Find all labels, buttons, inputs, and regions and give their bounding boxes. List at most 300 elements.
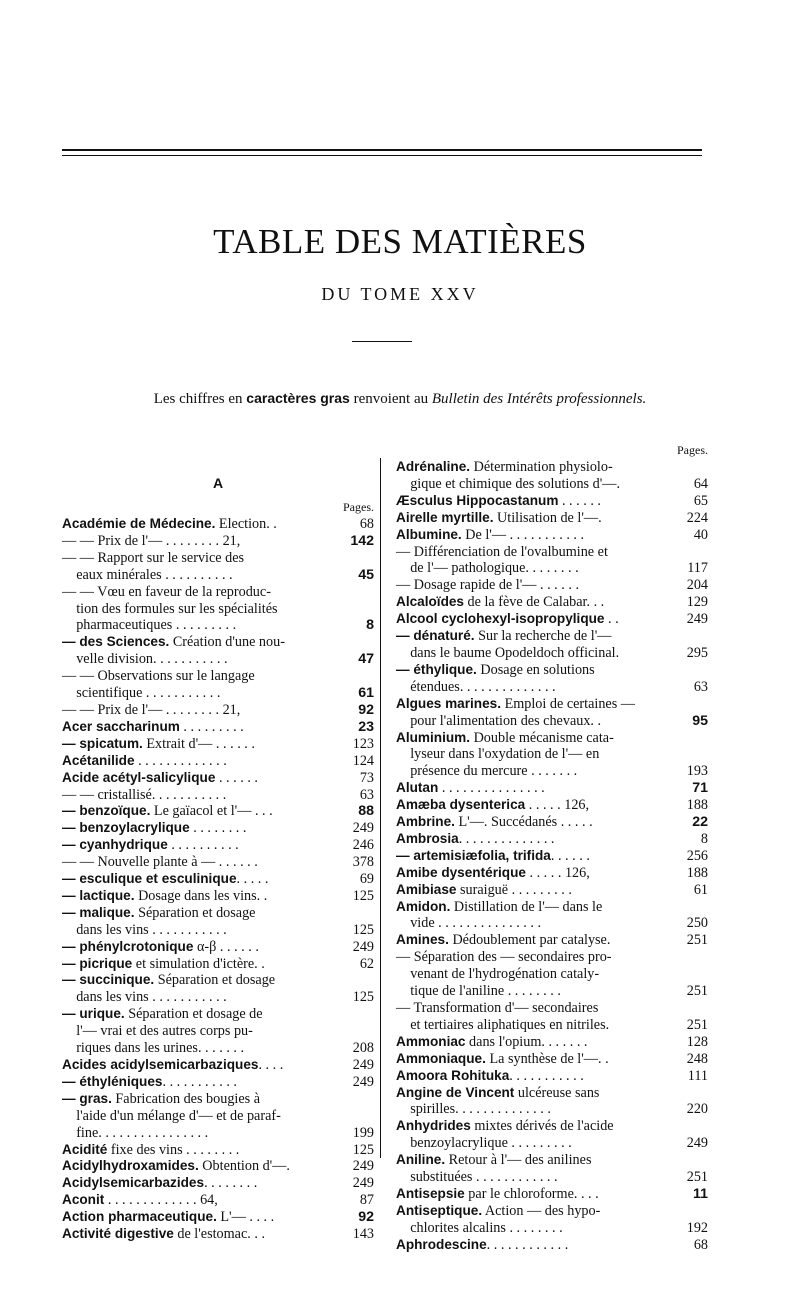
entry-description: — — Rapport sur le service des eaux minérales . . . . . . . . . .	[62, 549, 245, 583]
entry-description: et simulation d'ictère. .	[132, 955, 265, 972]
entry-page-number: 249	[352, 938, 374, 955]
entry-page-number: 95	[692, 712, 708, 729]
entry-text	[62, 820, 351, 837]
entry-text	[396, 1068, 686, 1085]
entry-heading: — urique.	[62, 1006, 125, 1022]
index-entry	[62, 770, 374, 787]
entry-description: Dédoublement par catalyse.	[448, 932, 611, 949]
entry-heading: Alcool cyclohexyl-isopropylique	[396, 611, 605, 627]
entry-text	[62, 972, 351, 1006]
entry-page-number: 204	[686, 577, 708, 594]
index-entry	[396, 628, 708, 662]
entry-description: — — cristallisé. . . . . . . . . . .	[62, 786, 227, 803]
index-entry	[396, 797, 708, 814]
entry-heading: Acidylsemicarbazides	[62, 1175, 205, 1191]
index-entry	[396, 510, 708, 527]
entry-page-number: 117	[687, 560, 708, 577]
entry-text	[62, 1175, 351, 1192]
entry-text	[62, 753, 351, 770]
entry-page-number: 199	[352, 1124, 374, 1141]
entry-text	[396, 1237, 692, 1254]
entry-heading: Ambrine.	[396, 814, 455, 830]
entry-text	[396, 577, 685, 594]
entry-text	[396, 814, 690, 831]
index-entry	[62, 787, 374, 804]
entry-text	[62, 1192, 358, 1209]
entry-heading: Amæba dysenterica	[396, 797, 526, 813]
entry-description: Retour à l'— des anilines substituées . . . . . . . . . . . .	[410, 1152, 592, 1186]
entry-heading: Amidon.	[396, 898, 451, 914]
entry-text	[396, 882, 692, 899]
entry-description: Le gaïacol et l'— . . .	[150, 803, 273, 820]
index-entry	[62, 820, 374, 837]
entry-heading: Amibiase	[396, 881, 457, 897]
entry-heading: Aluminium.	[396, 729, 471, 745]
entry-text	[396, 1152, 685, 1186]
entry-text	[396, 1186, 691, 1203]
entry-page-number: 23	[358, 718, 374, 735]
entry-heading: Acidylhydroxamides.	[62, 1158, 199, 1174]
entry-description: — Séparation des — secondaires pro- venant de l'hydrogénation cataly- tique de l'aniline . . . . . . . .	[396, 949, 612, 1000]
index-entry	[396, 662, 708, 696]
note-prefix: Les chiffres en	[153, 391, 247, 407]
entry-heading: — cyanhydrique	[62, 837, 168, 853]
index-entry	[396, 1068, 708, 1085]
entry-text	[62, 1142, 351, 1159]
entry-page-number: 92	[358, 701, 374, 718]
entry-page-number: 224	[686, 509, 708, 526]
entry-description: de la fève de Calabar. . .	[464, 594, 605, 611]
entry-page-number: 68	[693, 1236, 708, 1253]
entry-page-number: 111	[687, 1067, 708, 1084]
entry-text	[62, 516, 358, 533]
entry-text	[62, 1006, 351, 1057]
entry-text	[396, 628, 685, 662]
entry-page-number: 193	[686, 763, 708, 780]
entry-page-number: 63	[359, 786, 374, 803]
entry-description: . .	[604, 611, 619, 628]
index-entry	[62, 1091, 374, 1142]
index-entry	[62, 668, 374, 702]
entry-description: . . . . . . . . .	[179, 718, 244, 735]
index-entry	[62, 803, 374, 820]
entry-heading: — esculique et esculinique	[62, 871, 237, 887]
entry-page-number: 125	[352, 989, 374, 1006]
entry-heading: — malique.	[62, 904, 135, 920]
entry-page-number: 143	[352, 1226, 374, 1243]
entry-page-number: 249	[686, 611, 708, 628]
entry-page-number: 220	[686, 1101, 708, 1118]
entry-heading: — picrique	[62, 955, 133, 971]
entry-text	[62, 1226, 351, 1243]
entry-text	[62, 787, 358, 804]
entry-heading: — spicatum.	[62, 735, 143, 751]
entry-heading: Aconit	[62, 1192, 105, 1208]
entry-text	[62, 584, 364, 635]
entry-description: Utilisation de l'—.	[493, 509, 602, 526]
entry-text	[396, 899, 685, 933]
index-entry	[396, 1000, 708, 1034]
entry-description: α-β . . . . . .	[193, 938, 259, 955]
entry-text	[62, 719, 356, 736]
entry-heading: Alutan	[396, 780, 439, 796]
index-entry	[62, 1192, 374, 1209]
entry-text	[396, 1118, 685, 1152]
entry-text	[62, 871, 358, 888]
entry-page-number: 11	[693, 1185, 708, 1202]
entry-page-number: 65	[693, 492, 708, 509]
entry-description: ulcéreuse sans spirilles. . . . . . . . . . . . . .	[410, 1084, 600, 1118]
entry-description: — — Observations sur le langage scientifique . . . . . . . . . . .	[62, 668, 255, 702]
index-entry	[396, 1152, 708, 1186]
entry-text	[396, 696, 690, 730]
entry-text	[62, 803, 356, 820]
entry-page-number: 45	[358, 566, 374, 583]
entry-text	[62, 533, 348, 550]
entry-text	[62, 956, 358, 973]
section-letter: A	[212, 475, 224, 491]
entry-description: . . . . . .	[550, 847, 590, 864]
entry-page-number: 69	[359, 871, 374, 888]
entry-description: — Dosage rapide de l'— . . . . . .	[396, 577, 580, 594]
entry-text	[62, 1209, 356, 1226]
entry-page-number: 249	[352, 1158, 374, 1175]
entry-description: Sur la recherche de l'— dans le baume Opodeldoch officinal.	[410, 628, 620, 661]
entry-heading: Aphrodescine	[396, 1236, 487, 1252]
entry-text	[396, 527, 692, 544]
index-entry	[62, 888, 374, 905]
entry-heading: Airelle myrtille.	[396, 509, 494, 525]
entry-heading: Ambrosia	[396, 830, 459, 846]
entry-page-number: 295	[686, 644, 708, 661]
index-entry	[62, 1142, 374, 1159]
index-entry	[62, 854, 374, 871]
index-entry	[396, 1085, 708, 1119]
entry-page-number: 251	[686, 1169, 708, 1186]
index-entry	[62, 905, 374, 939]
entry-heading: Ammoniaque.	[396, 1050, 486, 1066]
entry-text	[396, 493, 692, 510]
entry-text	[396, 594, 685, 611]
entry-description: Séparation et dosage dans les vins . . . . . . . . . . .	[76, 904, 256, 938]
index-entry	[62, 584, 374, 635]
entry-description: — — Prix de l'— . . . . . . . . 21,	[62, 532, 241, 549]
index-entry	[396, 594, 708, 611]
entry-text	[62, 736, 351, 753]
entry-description: Dosage dans les vins. .	[134, 887, 268, 904]
entry-page-number: 251	[686, 932, 708, 949]
entry-description: fixe des vins . . . . . . . .	[107, 1141, 240, 1158]
entry-page-number: 88	[358, 803, 374, 820]
explanatory-note	[0, 390, 800, 408]
entry-page-number: 256	[686, 847, 708, 864]
entry-page-number: 188	[686, 797, 708, 814]
entry-description: Action — des hypo- chlorites alcalins . . . . . . . .	[410, 1202, 601, 1236]
entry-description: . . . . . . . . . . . . . .	[458, 830, 555, 847]
index-entry	[62, 719, 374, 736]
entry-text	[62, 702, 356, 719]
entry-page-number: 68	[359, 516, 374, 532]
entry-page-number: 92	[358, 1209, 374, 1226]
entry-description: — Transformation d'— secondaires et tertiaires aliphatiques en nitriles.	[396, 1000, 610, 1033]
index-entry	[62, 972, 374, 1006]
entry-text	[62, 837, 351, 854]
entry-description: Obtention d'—.	[198, 1158, 290, 1175]
entry-heading: Ammoniac	[396, 1033, 466, 1049]
entry-heading: Amoora Rohituka	[396, 1067, 510, 1083]
entry-description: Création d'une nou- velle division. . . . . . . . . . .	[76, 634, 285, 668]
entry-heading: Alcaloïdes	[396, 594, 464, 610]
index-entry	[62, 516, 374, 533]
entry-heading: Amibe dysentérique	[396, 864, 526, 880]
entry-description: Emploi de certaines — pour l'alimentation des chevaux. .	[410, 695, 635, 729]
entry-page-number: 8	[700, 830, 708, 847]
index-entry	[62, 550, 374, 584]
entry-page-number: 47	[358, 651, 374, 668]
entry-text	[396, 459, 692, 493]
entry-text	[396, 949, 685, 1000]
entry-text	[396, 1085, 685, 1119]
entry-heading: — phénylcrotonique	[62, 938, 194, 954]
entry-heading: Aniline.	[396, 1152, 446, 1168]
entry-description: mixtes dérivés de l'acide benzoylacrylique . . . . . . . . .	[410, 1118, 614, 1152]
entry-description: — — Nouvelle plante à — . . . . . .	[62, 854, 258, 871]
entry-page-number: 22	[692, 814, 708, 831]
index-entry	[396, 899, 708, 933]
entry-description: . . . . . .	[558, 492, 601, 509]
index-entry	[396, 730, 708, 781]
index-entry	[62, 702, 374, 719]
entry-text	[62, 634, 356, 668]
entry-page-number: 249	[686, 1135, 708, 1152]
entry-heading: Acidité	[62, 1141, 108, 1157]
entry-text	[62, 854, 351, 871]
note-bold: caractères gras	[246, 390, 350, 406]
entry-text	[396, 932, 685, 949]
entry-page-number: 378	[352, 854, 374, 871]
entry-description: par le chloroforme. . . .	[464, 1185, 599, 1202]
entry-page-number: 208	[352, 1040, 374, 1057]
entry-heading: Acides acidylsemicarbaziques	[62, 1057, 259, 1072]
entry-page-number: 124	[352, 752, 374, 769]
entry-heading: Angine de Vincent	[396, 1084, 515, 1100]
entry-description: — Différenciation de l'ovalbumine et de l'— pathologique. . . . . . . .	[396, 543, 608, 577]
entry-page-number: 251	[686, 983, 708, 1000]
entry-description: . . . . . . . . . . .	[162, 1073, 237, 1090]
entry-heading: Anhydrides	[396, 1118, 471, 1134]
index-entry	[62, 1006, 374, 1057]
entry-description: Séparation et dosage de l'— vrai et des autres corps pu- riques dans les urines. . . . . . .	[76, 1006, 263, 1057]
entry-text	[62, 1091, 351, 1142]
entry-text	[396, 780, 690, 797]
entry-page-number: 125	[352, 1141, 374, 1158]
entry-text	[396, 544, 685, 578]
entry-heading: Acide acétyl-salicylique	[62, 769, 216, 785]
entry-page-number: 125	[352, 887, 374, 904]
entry-page-number: 123	[352, 735, 374, 752]
pages-header: Pages.	[343, 500, 374, 514]
index-entry	[62, 1226, 374, 1243]
entry-text	[62, 770, 358, 787]
entry-page-number: 188	[686, 864, 708, 881]
entry-description: L'— . . . .	[216, 1209, 275, 1226]
entry-heading: — lactique.	[62, 887, 135, 903]
index-entry	[62, 871, 374, 888]
entry-page-number: 129	[686, 594, 708, 611]
index-entry	[62, 753, 374, 770]
page-subtitle: DU TOME XXV	[321, 284, 479, 304]
entry-page-number: 71	[692, 780, 708, 797]
entry-heading: Amines.	[396, 932, 449, 948]
entry-text	[396, 1051, 685, 1068]
entry-heading: Æsculus Hippocastanum	[396, 492, 559, 508]
entry-page-number: 8	[366, 617, 374, 634]
entry-page-number: 128	[686, 1033, 708, 1050]
index-entry	[396, 1203, 708, 1237]
entry-description: . . . . .	[236, 871, 269, 888]
index-entry	[62, 837, 374, 854]
entry-heading: Albumine.	[396, 526, 462, 542]
index-entry	[62, 533, 374, 550]
entry-text	[396, 1000, 685, 1034]
index-entry	[396, 932, 708, 949]
entry-heading: Acer saccharinum	[62, 718, 180, 734]
index-entry	[62, 1057, 374, 1074]
index-column-left	[62, 475, 374, 1243]
entry-page-number: 249	[352, 820, 374, 837]
entry-text	[396, 1034, 685, 1051]
index-entry	[396, 696, 708, 730]
title-separator	[352, 341, 412, 342]
entry-text	[396, 1203, 685, 1237]
index-entry	[396, 882, 708, 899]
entry-description: Séparation et dosage dans les vins . . . . . . . . . . .	[76, 972, 276, 1006]
entry-page-number: 246	[352, 837, 374, 854]
entry-text	[396, 510, 685, 527]
entry-page-number: 250	[686, 915, 708, 932]
entry-text	[62, 1074, 351, 1091]
entry-text	[396, 797, 685, 814]
entry-page-number: 63	[693, 678, 708, 695]
entry-text	[62, 550, 356, 584]
index-entry	[62, 736, 374, 753]
entry-description: . . . . . . . .	[189, 820, 247, 837]
index-entry	[62, 939, 374, 956]
entry-description: Détermination physiolo- gique et chimique des solutions d'—.	[410, 459, 621, 492]
entry-page-number: 87	[359, 1192, 374, 1209]
index-column-right	[396, 442, 708, 1254]
entry-page-number: 62	[359, 955, 374, 972]
entry-description: . . . . . . . . . . . . .	[134, 752, 227, 769]
entry-text	[62, 939, 351, 956]
entry-description: Distillation de l'— dans le vide . . . . . . . . . . . . . . .	[410, 898, 603, 932]
index-entry	[396, 493, 708, 510]
entry-page-number: 61	[358, 685, 374, 702]
entry-heading: Action pharmaceutique.	[62, 1209, 217, 1225]
column-divider	[380, 458, 381, 1158]
entry-description: . . . . . 126,	[525, 864, 590, 881]
index-entry	[396, 1186, 708, 1203]
entry-page-number: 61	[693, 881, 708, 898]
entry-text	[396, 848, 685, 865]
entry-description: . . . . . 126,	[525, 797, 590, 814]
entry-text	[396, 865, 685, 882]
entry-description: Dosage en solutions étendues. . . . . . . . . . . . . .	[410, 661, 595, 695]
entry-description: Extrait d'— . . . . . .	[142, 735, 255, 752]
entry-text	[62, 1158, 351, 1175]
entry-text	[62, 668, 356, 702]
entry-heading: Acétanilide	[62, 752, 135, 768]
entry-heading: — des Sciences.	[62, 634, 170, 650]
entry-heading: — éthylique.	[396, 661, 477, 677]
index-entry	[396, 814, 708, 831]
entry-description: Fabrication des bougies à l'aide d'un mélange d'— et de paraf- fine. . . . . . . . . . . . . . . .	[76, 1090, 281, 1141]
entry-description: Double mécanisme cata- lyseur dans l'oxydation de l'— en présence du mercure . . . . . . .	[410, 729, 614, 780]
index-entry	[62, 1158, 374, 1175]
entry-description: . . . . . . . . . . .	[509, 1067, 584, 1084]
index-entry	[62, 1175, 374, 1192]
index-entry	[62, 956, 374, 973]
entry-text	[396, 611, 685, 628]
entry-page-number: 249	[352, 1175, 374, 1192]
index-entry	[396, 780, 708, 797]
index-entry	[396, 1034, 708, 1051]
entry-heading: Adrénaline.	[396, 459, 471, 474]
index-entry	[396, 611, 708, 628]
header-rule-thin	[62, 155, 702, 156]
entry-heading: — benzoïque.	[62, 803, 151, 819]
note-middle: renvoient au	[349, 391, 432, 407]
entry-description: . . . . . . . . . . . .	[486, 1236, 569, 1253]
entry-description: . . . .	[258, 1057, 284, 1073]
entry-heading: Activité digestive	[62, 1226, 174, 1242]
index-entry	[396, 527, 708, 544]
entry-page-number: 192	[686, 1219, 708, 1236]
entry-description: L'—. Succédanés . . . . .	[454, 814, 593, 831]
entry-heading: — dénaturé.	[396, 628, 475, 644]
entry-description: La synthèse de l'—. .	[485, 1050, 609, 1067]
entry-heading: — éthyléniques	[62, 1073, 163, 1089]
note-italic: Bulletin des Intérêts professionnels.	[431, 391, 647, 407]
entry-description: . . . . . .	[215, 769, 258, 786]
entry-page-number: 248	[686, 1050, 708, 1067]
entry-page-number: 249	[352, 1073, 374, 1090]
entry-description: . . . . . . . .	[204, 1175, 258, 1192]
entry-heading: — gras.	[62, 1090, 112, 1106]
entry-page-number: 249	[352, 1057, 374, 1073]
entry-text	[62, 888, 351, 905]
entry-description: — — Vœu en faveur de la reproduc- tion des formules sur les spécialités pharmaceutiques . . . . . . . . .	[62, 583, 278, 634]
entry-text	[62, 905, 351, 939]
entry-description: . . . . . . . . . . . . . 64,	[104, 1192, 218, 1209]
entry-description: De l'— . . . . . . . . . . .	[461, 526, 585, 543]
entry-description: dans l'opium. . . . . . .	[465, 1033, 588, 1050]
entry-page-number: 251	[686, 1016, 708, 1033]
entry-description: Election. .	[215, 516, 277, 532]
entry-page-number: 64	[693, 475, 708, 492]
entry-page-number: 125	[352, 921, 374, 938]
entry-heading: Algues marines.	[396, 695, 502, 711]
pages-header: Pages.	[677, 443, 708, 457]
entry-page-number: 40	[693, 526, 708, 543]
entry-text	[396, 730, 685, 781]
index-entry	[396, 577, 708, 594]
entry-text	[62, 1057, 351, 1074]
index-entry	[396, 949, 708, 1000]
page-title: TABLE DES MATIÈRES	[213, 222, 587, 261]
entry-description: . . . . . . . . . . . . . . .	[438, 780, 545, 797]
index-entry	[396, 848, 708, 865]
